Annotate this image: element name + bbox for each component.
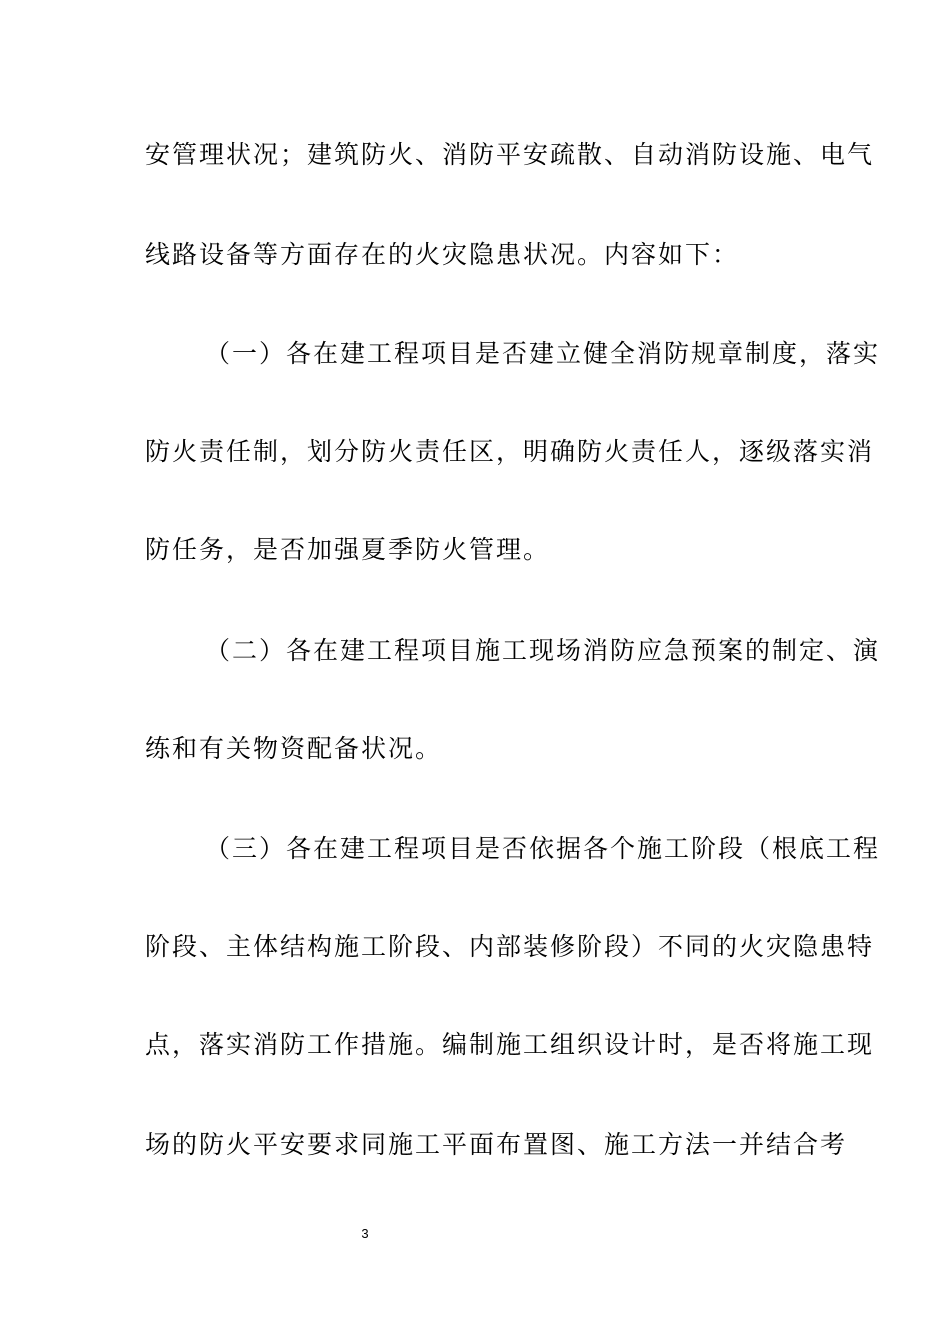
body-text-line: 练和有关物资配备状况。	[145, 734, 443, 763]
body-text-line: 线路设备等方面存在的火灾隐患状况。内容如下：	[145, 240, 740, 269]
body-text-line: 安管理状况；建筑防火、消防平安疏散、自动消防设施、电气	[145, 140, 875, 169]
body-text-line: 场的防火平安要求同施工平面布置图、施工方法一并结合考	[145, 1130, 848, 1159]
body-text-line: 防火责任制，划分防火责任区，明确防火责任人，逐级落实消	[145, 437, 875, 466]
body-text-line: 防任务，是否加强夏季防火管理。	[145, 535, 551, 564]
paragraph-1-first-line: （一）各在建工程项目是否建立健全消防规章制度，落实	[205, 339, 881, 368]
paragraph-2-first-line: （二）各在建工程项目施工现场消防应急预案的制定、演	[205, 636, 881, 665]
paragraph-3-first-line: （三）各在建工程项目是否依据各个施工阶段（根底工程	[205, 834, 881, 863]
body-text-line: 点，落实消防工作措施。编制施工组织设计时，是否将施工现	[145, 1030, 875, 1059]
page-number: 3	[361, 1226, 369, 1241]
body-text-line: 阶段、主体结构施工阶段、内部装修阶段）不同的火灾隐患特	[145, 932, 875, 961]
